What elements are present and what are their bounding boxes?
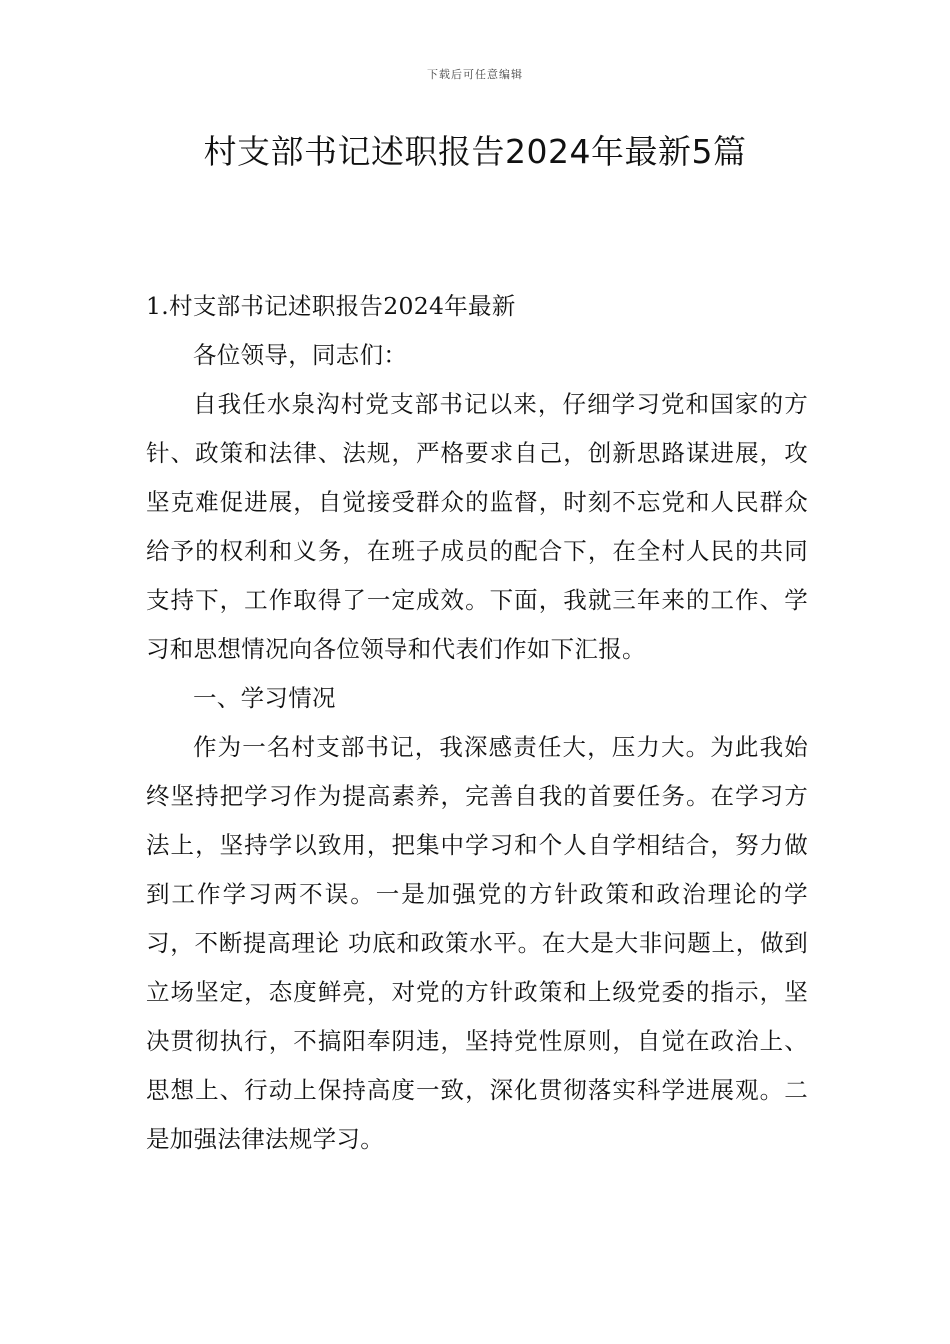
page-header-note: 下载后可任意编辑: [427, 68, 523, 81]
document-title: 村支部书记述职报告2024年最新5篇: [203, 132, 747, 171]
subsection-heading-study: 一、学习情况: [193, 684, 336, 712]
salutation: 各位领导，同志们：: [193, 341, 408, 369]
section-heading: 1.村支部书记述职报告2024年最新: [146, 292, 516, 320]
body-paragraph-intro: 自我任水泉沟村党支部书记以来，仔细学习党和国家的方针、政策和法律、法规，严格要求自己，创新思路谋进展，攻坚克难促进展，自觉接受群众的监督，时刻不忘党和人民群众给予的权利和义务，在班子成员的配合下，在全村人民的共同支持下，工作取得了一定成效。下面，我就三年来的工作、学习和思想情况向各位领导和代表们作如下汇报。: [146, 390, 808, 663]
body-paragraph-study: 作为一名村支部书记，我深感责任大，压力大。为此我始终坚持把学习作为提高素养，完善自我的首要任务。在学习方法上，坚持学以致用，把集中学习和个人自学相结合，努力做到工作学习两不误。一是加强党的方针政策和政治理论的学习，不断提高理论 功底和政策水平。在大是大非问题上，做到立场坚定，态度鲜亮，对党的方针政策和上级党委的指示，坚决贯彻执行，不搞阳奉阴违，坚持党性原则，自觉在政治上、思想上、行动上保持高度一致，深化贯彻落实科学进展观。二是加强法律法规学习。: [146, 733, 808, 1153]
document-body: [146, 282, 808, 1164]
